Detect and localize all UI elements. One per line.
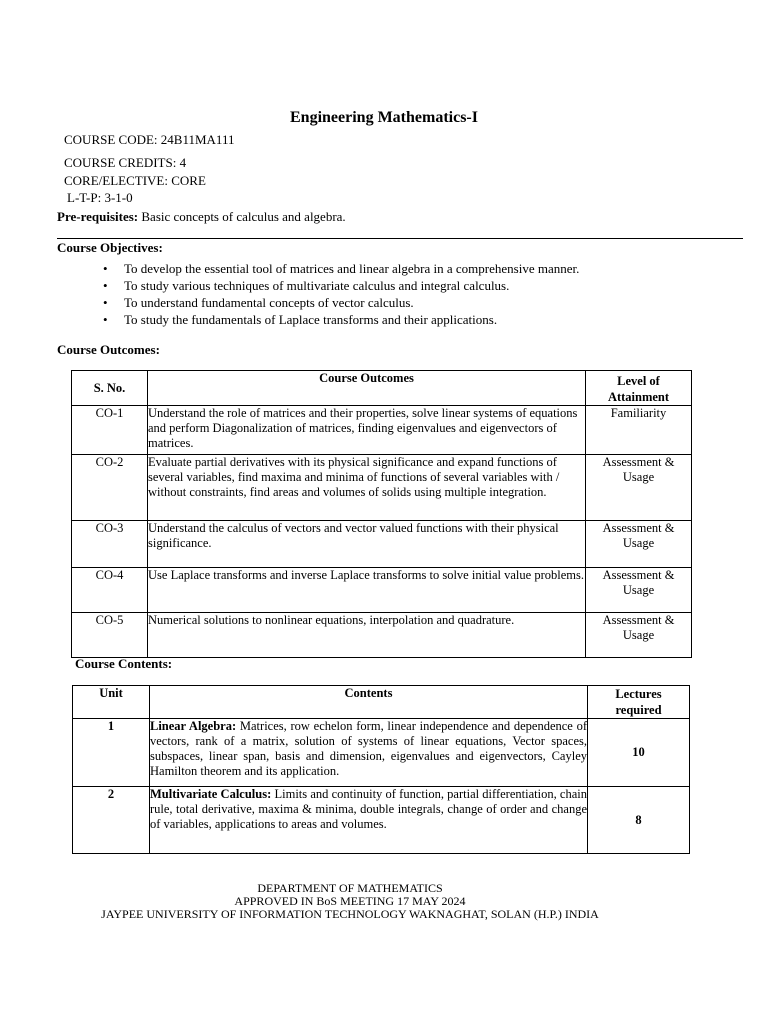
prereq-label: Pre-requisites: — [57, 209, 139, 224]
co-id: CO-4 — [72, 568, 148, 613]
unit-topic: Multivariate Calculus: — [150, 787, 272, 801]
document-title: Engineering Mathematics-I — [290, 109, 478, 126]
unit-lectures: 10 — [588, 719, 690, 787]
header-lectures: Lectures required — [588, 686, 690, 719]
list-item: • To study various techniques of multivariate calculus and integral calculus. — [103, 278, 510, 293]
co-level: Familiarity — [586, 406, 692, 455]
co-level: Assessment & Usage — [586, 568, 692, 613]
unit-contents — [150, 719, 588, 787]
contents-heading: Course Contents: — [75, 656, 173, 671]
co-text: Use Laplace transforms and inverse Laplace transforms to solve initial value problems. — [148, 568, 586, 613]
bullet-icon: • — [103, 278, 108, 293]
header-outcome: Course Outcomes — [148, 371, 586, 406]
prerequisites — [57, 209, 346, 225]
objectives-list — [79, 260, 579, 328]
outcomes-heading: Course Outcomes: — [57, 342, 160, 357]
table-row — [72, 613, 692, 658]
header-level: Level of Attainment — [586, 371, 692, 406]
list-item: • To develop the essential tool of matrices and linear algebra in a comprehensive manner. — [103, 261, 580, 276]
table-row — [72, 455, 692, 521]
co-level: Assessment & Usage — [586, 613, 692, 658]
co-level: Assessment & Usage — [586, 521, 692, 568]
objectives-heading: Course Objectives: — [57, 240, 163, 255]
bullet-icon: • — [103, 312, 108, 327]
table-header-row — [73, 686, 690, 719]
co-text: Evaluate partial derivatives with its physical significance and expand functions of several variables, find maxima and minima of functions of several variables with / without constraints, find areas and volumes of solids using multiple integration. — [148, 455, 586, 521]
unit-lectures: 8 — [588, 787, 690, 854]
co-level: Assessment & Usage — [586, 455, 692, 521]
outcomes-table — [71, 370, 692, 658]
table-row — [72, 521, 692, 568]
list-item: • To understand fundamental concepts of vector calculus. — [103, 295, 414, 310]
divider — [57, 238, 743, 239]
core-elective: CORE/ELECTIVE: CORE — [64, 173, 206, 188]
co-id: CO-5 — [72, 613, 148, 658]
header-unit: Unit — [73, 686, 150, 719]
footer-approval: APPROVED IN BoS MEETING 17 MAY 2024 — [234, 894, 466, 908]
unit-number: 1 — [73, 719, 150, 787]
co-text: Understand the role of matrices and their properties, solve linear systems of equations and perform Diagonalization of matrices, finding eigenvalues and eigenvectors of matrices. — [148, 406, 586, 455]
ltp: L-T-P: 3-1-0 — [67, 190, 133, 205]
list-item: • To study the fundamentals of Laplace transforms and their applications. — [103, 312, 498, 327]
bullet-icon: • — [103, 295, 108, 310]
table-row — [72, 406, 692, 455]
co-id: CO-3 — [72, 521, 148, 568]
table-row — [72, 568, 692, 613]
unit-text: Limits and continuity of function, partial differentiation, chain rule, total derivative, maxima & minima, double integrals, change of order and change of variables, applications to areas and volumes. — [150, 787, 587, 831]
co-text: Numerical solutions to nonlinear equations, interpolation and quadrature. — [148, 613, 586, 658]
prereq-text: Basic concepts of calculus and algebra. — [138, 209, 346, 224]
table-row — [73, 719, 690, 787]
footer-department: DEPARTMENT OF MATHEMATICS — [257, 881, 443, 895]
co-id: CO-1 — [72, 406, 148, 455]
unit-text: Matrices, row echelon form, linear independence and dependence of vectors, rank of a matrix, solution of systems of linear equations, Vector spaces, subspaces, linear span, basis and dimension, eigenvalues and eigenvectors, Cayley Hamilton theorem and its application. — [150, 719, 587, 778]
co-id: CO-2 — [72, 455, 148, 521]
contents-table — [72, 685, 690, 854]
footer-university: JAYPEE UNIVERSITY OF INFORMATION TECHNOLOGY WAKNAGHAT, SOLAN (H.P.) INDIA — [101, 907, 599, 921]
unit-topic: Linear Algebra: — [150, 719, 237, 733]
header-contents: Contents — [150, 686, 588, 719]
bullet-icon: • — [103, 261, 108, 276]
co-text: Understand the calculus of vectors and vector valued functions with their physical significance. — [148, 521, 586, 568]
unit-contents — [150, 787, 588, 854]
course-code: COURSE CODE: 24B11MA111 — [64, 132, 235, 147]
header-sno: S. No. — [72, 371, 148, 406]
unit-number: 2 — [73, 787, 150, 854]
course-credits: COURSE CREDITS: 4 — [64, 155, 187, 170]
table-header-row — [72, 371, 692, 406]
table-row — [73, 787, 690, 854]
